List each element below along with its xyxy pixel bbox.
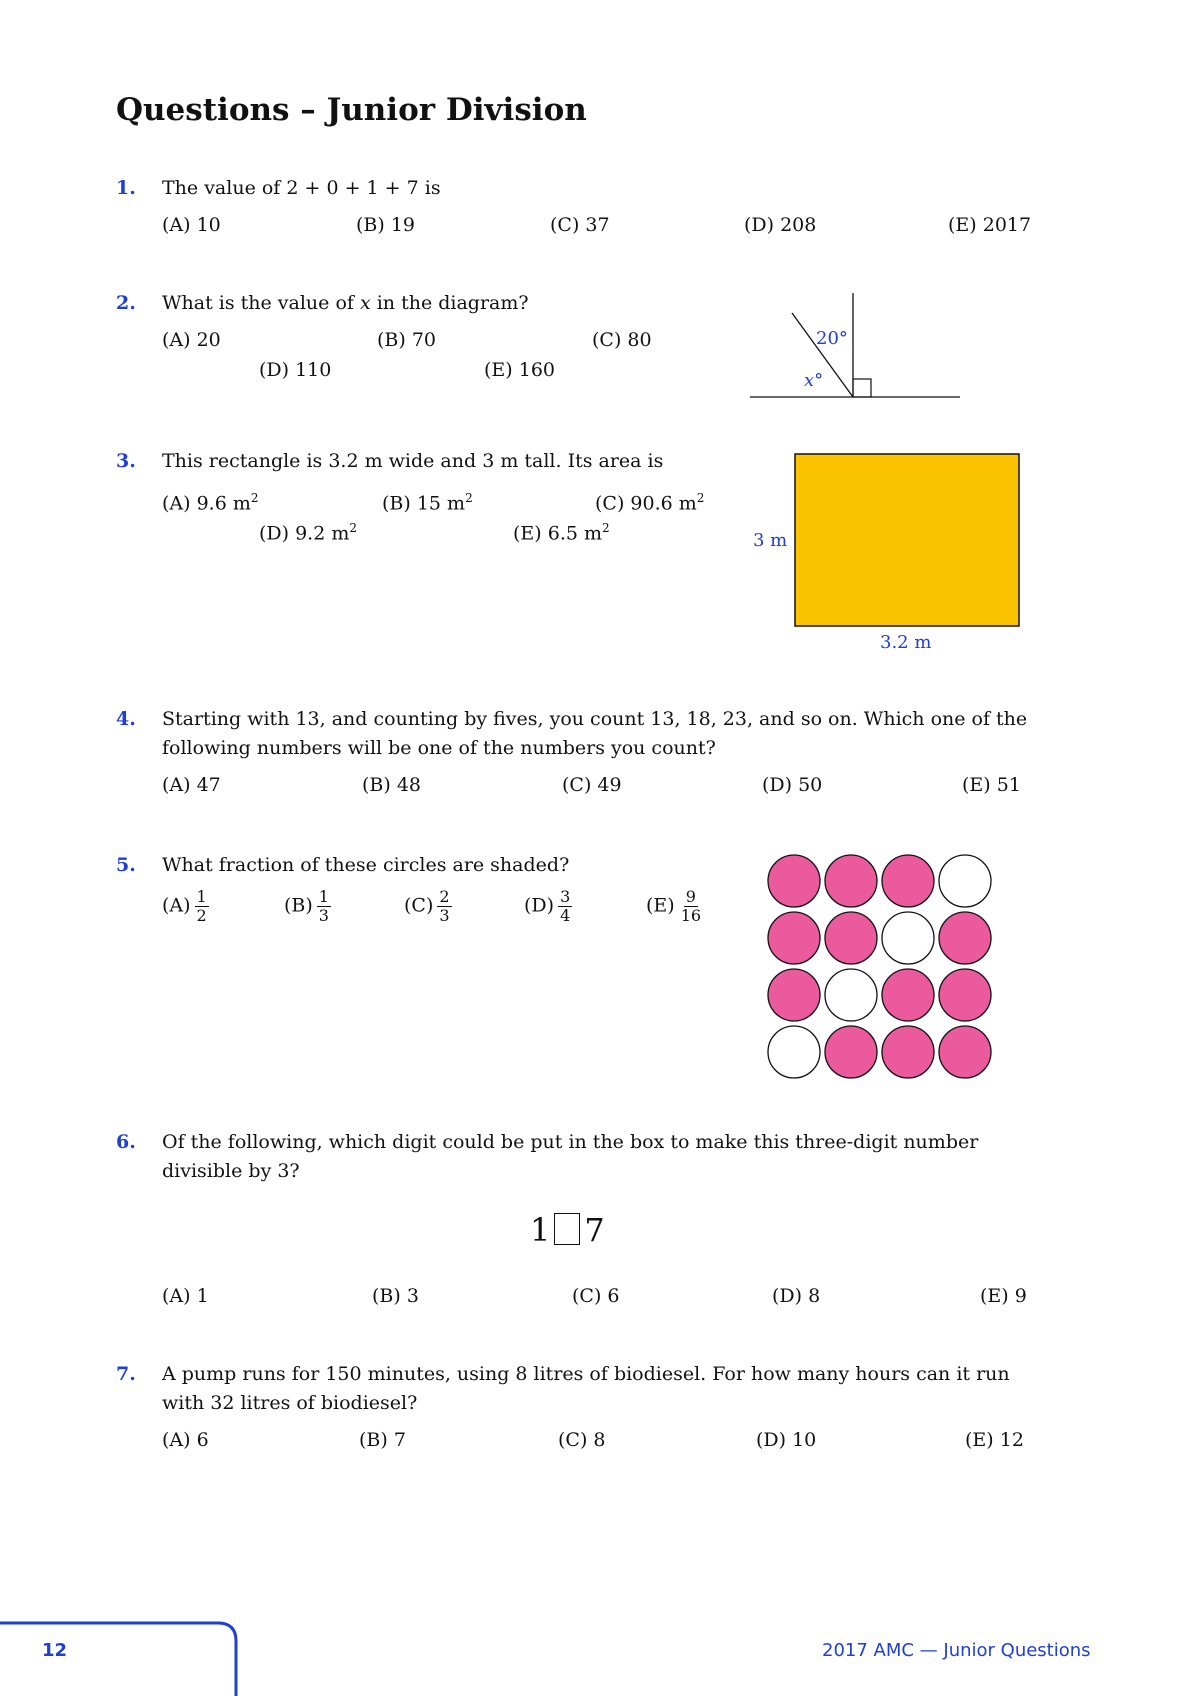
shaded-circle <box>768 855 820 907</box>
question-number: 5. <box>116 854 136 876</box>
option-d[interactable]: (D) $\frac{3}{4}$ <box>524 887 571 925</box>
shaded-circle <box>825 855 877 907</box>
angle-label-20: 20° <box>816 328 848 349</box>
rectangle <box>795 454 1019 626</box>
option-d[interactable]: (D) 50 <box>762 774 823 796</box>
question-number: 3. <box>116 450 136 472</box>
option-e[interactable]: (E) 51 <box>962 774 1021 796</box>
question-text: Starting with 13, and counting by fives, you count 13, 18, 23, and so on. Which one of the following numbers will be one of the numbers you count? <box>162 708 1028 759</box>
digit-left: 1 <box>530 1211 551 1249</box>
option-d[interactable]: (D) 9.2 $m^2$ <box>259 521 358 545</box>
shaded-circle <box>939 1026 991 1078</box>
unshaded-circle <box>768 1026 820 1078</box>
option-a[interactable]: (A) 20 <box>162 329 221 351</box>
shaded-circle <box>825 912 877 964</box>
answer-options <box>162 203 1036 241</box>
question-text: The value of 2 + 0 + 1 + 7 is <box>162 177 441 199</box>
question-text: What is the value of x in the diagram? <box>162 292 529 314</box>
option-b[interactable]: (B) 48 <box>362 774 422 796</box>
option-a[interactable]: (A) 9.6 $m^2$ <box>162 491 259 515</box>
question-text: What fraction of these circles are shaded? <box>162 854 570 876</box>
angle-diagram <box>740 285 970 405</box>
question-text: A pump runs for 150 minutes, using 8 litres of biodiesel. For how many hours can it run with 32 litres of biodiesel? <box>162 1363 1010 1414</box>
option-c[interactable]: (C) 80 <box>592 329 652 351</box>
shaded-circle <box>768 969 820 1021</box>
running-footer: 2017 AMC — Junior Questions <box>822 1640 1091 1661</box>
option-c[interactable]: (C) $\frac{2}{3}$ <box>404 887 450 925</box>
option-d[interactable]: (D) 110 <box>259 359 332 381</box>
question-number: 1. <box>116 177 136 199</box>
fraction: $\frac{9}{16}$ <box>680 887 702 925</box>
shaded-circle <box>882 969 934 1021</box>
option-c[interactable]: (C) 8 <box>558 1429 606 1451</box>
question-number: 4. <box>116 708 136 730</box>
unshaded-circle <box>939 855 991 907</box>
fraction: $\frac{2}{3}$ <box>439 887 450 925</box>
answer-options <box>162 1282 1036 1320</box>
option-c[interactable]: (C) 49 <box>562 774 622 796</box>
digit-box <box>554 1213 580 1245</box>
answer-options <box>162 1418 1036 1456</box>
option-b[interactable]: (B) 15 $m^2$ <box>382 491 473 515</box>
option-e[interactable]: (E) 9 <box>980 1285 1027 1307</box>
option-b[interactable]: (B) 3 <box>372 1285 419 1307</box>
question-text: Of the following, which digit could be put in the box to make this three-digit number divisible by 3? <box>162 1131 979 1182</box>
question-number: 6. <box>116 1131 136 1153</box>
shaded-circle <box>939 969 991 1021</box>
shaded-circle <box>825 1026 877 1078</box>
page-title: Questions – Junior Division <box>116 92 587 128</box>
option-b[interactable]: (B) $\frac{1}{3}$ <box>284 887 329 925</box>
option-a[interactable]: (A) 10 <box>162 214 221 236</box>
unshaded-circle <box>825 969 877 1021</box>
shaded-circle <box>768 912 820 964</box>
option-d[interactable]: (D) 10 <box>756 1429 817 1451</box>
fraction: $\frac{1}{3}$ <box>318 887 329 925</box>
right-angle-marker <box>853 379 871 397</box>
fraction: $\frac{3}{4}$ <box>560 887 571 925</box>
question-number: 7. <box>116 1363 136 1385</box>
answer-options <box>162 763 1036 801</box>
shaded-circle <box>882 1026 934 1078</box>
option-a[interactable]: (A) 1 <box>162 1285 209 1307</box>
fraction: $\frac{1}{2}$ <box>196 887 207 925</box>
option-c[interactable]: (C) 90.6 $m^2$ <box>595 491 705 515</box>
option-d[interactable]: (D) 8 <box>772 1285 821 1307</box>
option-e[interactable]: (E) 12 <box>965 1429 1024 1451</box>
question-text: This rectangle is 3.2 m wide and 3 m tall. Its area is <box>162 450 664 472</box>
question-4 <box>116 705 1036 801</box>
option-b[interactable]: (B) 70 <box>377 329 437 351</box>
digit-right: 7 <box>584 1211 605 1249</box>
option-e[interactable]: (E) 2017 <box>948 214 1032 236</box>
three-digit-number <box>530 1210 605 1250</box>
option-e[interactable]: (E) $\frac{9}{16}$ <box>646 887 702 925</box>
circle-grid <box>765 852 1005 1087</box>
option-a[interactable]: (A) $\frac{1}{2}$ <box>162 887 207 925</box>
unshaded-circle <box>882 912 934 964</box>
rectangle-diagram <box>750 450 1040 655</box>
option-b[interactable]: (B) 19 <box>356 214 416 236</box>
question-6-options <box>116 1282 1036 1320</box>
question-7 <box>116 1360 1036 1456</box>
height-label: 3 m <box>753 530 788 551</box>
footer-tab <box>0 1620 240 1696</box>
question-number: 2. <box>116 292 136 314</box>
shaded-circle <box>882 855 934 907</box>
option-e[interactable]: (E) 160 <box>484 359 555 381</box>
page-number: 12 <box>42 1640 68 1661</box>
option-c[interactable]: (C) 37 <box>550 214 610 236</box>
option-c[interactable]: (C) 6 <box>572 1285 620 1307</box>
option-e[interactable]: (E) 6.5 $m^2$ <box>513 521 610 545</box>
question-1 <box>116 174 1036 241</box>
option-a[interactable]: (A) 47 <box>162 774 221 796</box>
angle-label-x: x° <box>804 370 824 391</box>
option-b[interactable]: (B) 7 <box>359 1429 406 1451</box>
shaded-circle <box>939 912 991 964</box>
option-d[interactable]: (D) 208 <box>744 214 817 236</box>
question-6 <box>116 1128 1036 1186</box>
option-a[interactable]: (A) 6 <box>162 1429 209 1451</box>
width-label: 3.2 m <box>880 632 932 653</box>
